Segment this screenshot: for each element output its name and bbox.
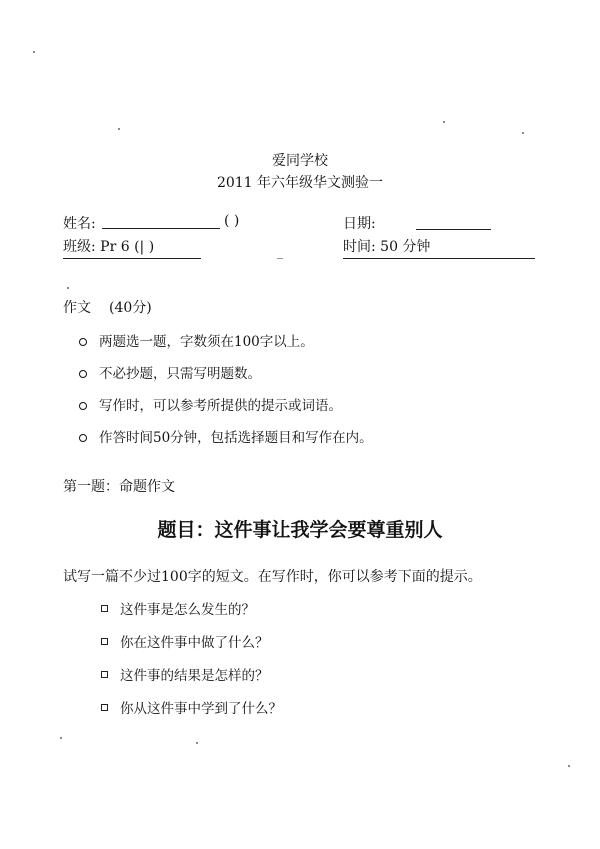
rule-item (79, 362, 261, 382)
date-label: 日期: (343, 216, 376, 232)
bullet-circle-icon (79, 370, 87, 378)
question-heading: 第一题：命题作文 (63, 479, 175, 495)
name-index-paren: ( ) (224, 213, 240, 229)
prompt-text: 这件事的结果是怎样的？ (120, 668, 269, 684)
school-name: 爱同学校 (272, 153, 328, 169)
prompt-text: 你在这件事中做了什么？ (120, 635, 269, 651)
rule-text: 写作时，可以参考所提供的提示或词语。 (99, 398, 342, 414)
essay-instruction: 试写一篇不少过100字的短文。在写作时，你可以参考下面的提示。 (63, 569, 482, 585)
section-title-text: 作文 (63, 300, 91, 316)
rule-text: 两题选一题，字数须在100字以上。 (99, 334, 314, 350)
prompt-text: 这件事是怎么发生的？ (120, 602, 255, 618)
rule-item (79, 330, 314, 350)
class-underline (63, 258, 201, 259)
bullet-square-icon (101, 704, 108, 711)
scan-speck (67, 287, 69, 289)
rule-item (79, 426, 373, 446)
class-label: 班级: Pr 6 (| ) (63, 239, 155, 255)
bullet-circle-icon (79, 338, 87, 346)
bullet-circle-icon (79, 434, 87, 442)
scan-speck (60, 737, 62, 739)
scan-speck (568, 765, 570, 767)
time-label: 时间: 50 分钟 (343, 239, 431, 255)
scan-speck (33, 51, 35, 53)
name-label: 姓名: (63, 216, 96, 232)
exam-title: 2011 年六年级华文测验一 (216, 175, 384, 191)
prompt-item (101, 631, 269, 651)
scan-speck (118, 128, 120, 130)
bullet-square-icon (101, 605, 108, 612)
prompt-item (101, 598, 255, 618)
section-title (63, 297, 152, 317)
prompt-text: 你从这件事中学到了什么？ (120, 701, 282, 717)
prompt-item (101, 697, 282, 717)
rule-text: 作答时间50分钟，包括选择题目和写作在内。 (99, 430, 373, 446)
rule-text: 不必抄题，只需写明题数。 (99, 366, 261, 382)
rule-item (79, 394, 342, 414)
bullet-square-icon (101, 671, 108, 678)
name-blank-line (102, 228, 220, 229)
section-score: (40分) (109, 300, 152, 316)
bullet-circle-icon (79, 402, 87, 410)
time-underline (343, 258, 535, 259)
scan-speck (196, 742, 198, 744)
bullet-square-icon (101, 638, 108, 645)
date-blank-line (416, 229, 491, 230)
prompt-item (101, 664, 269, 684)
stray-mark (277, 258, 283, 259)
scan-speck (443, 121, 445, 123)
essay-topic: 题目：这件事让我学会要尊重别人 (157, 519, 443, 541)
scan-speck (522, 132, 524, 134)
